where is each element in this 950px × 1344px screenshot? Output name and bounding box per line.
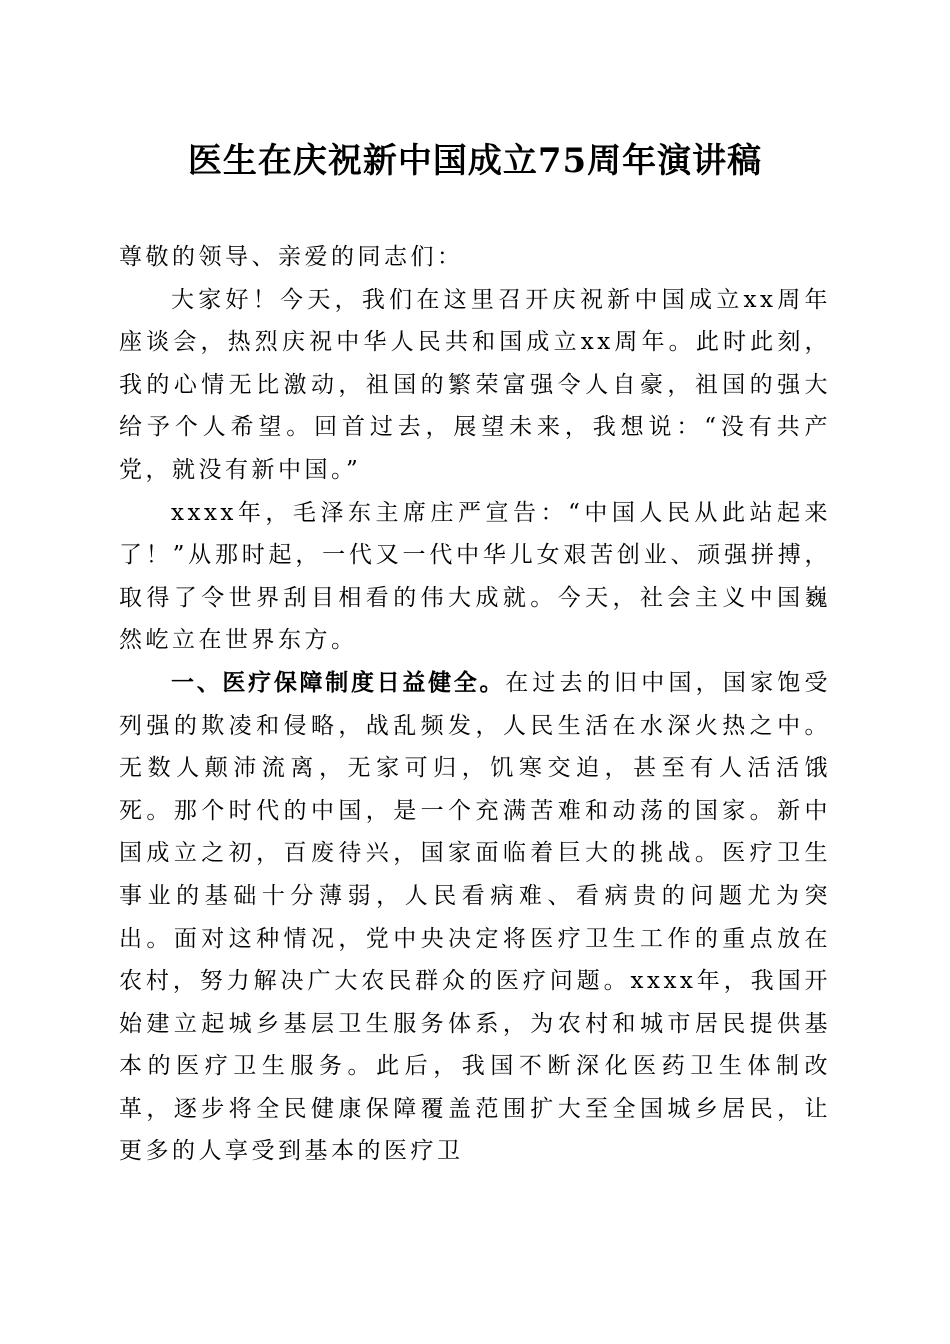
paragraph-history: xxxx年，毛泽东主席庄严宣告：“中国人民从此站起来了！”从那时起，一代又一代中华儿女艰苦创业、顽强拼搏，取得了令世界刮目相看的伟大成就。今天，社会主义中国巍然屹立在世界东方。 [119,499,831,654]
document-title: 医生在庆祝新中国成立75周年演讲稿 [187,141,763,181]
paragraph-medical-security-text: 在过去的旧中国，国家饱受列强的欺凌和侵略，战乱频发，人民生活在水深火热之中。无数人颠沛流离，无家可归，饥寒交迫，甚至有人活活饿死。那个时代的中国，是一个充满苦难和动荡的国家。新中国成立之初，百废待兴，国家面临着巨大的挑战。医疗卫生事业的基础十分薄弱，人民看病难、看病贵的问题尤为突出。面对这种情况，党中央决定将医疗卫生工作的重点放在农村，努力解决广大农民群众的医疗问题。xxxx年，我国开始建立起城乡基层卫生服务体系，为农村和城市居民提供基本的医疗卫生服务。此后，我国不断深化医药卫生体制改革，逐步将全民健康保障覆盖范围扩大至全国城乡居民，让更多的人享受到基本的医疗卫 [119,669,832,1165]
salutation: 尊敬的领导、亲爱的同志们： [119,244,464,270]
document-body [119,236,831,1173]
paragraph-greeting: 大家好！今天，我们在这里召开庆祝新中国成立xx周年座谈会，热烈庆祝中华人民共和国成立xx周年。此时此刻，我的心情无比激动，祖国的繁荣富强令人自豪，祖国的强大给予个人希望。回首过去，展望未来，我想说：“没有共产党，就没有新中国。” [119,286,831,483]
section-heading: 一、医疗保障制度日益健全。 [171,669,506,696]
paragraph-medical-security [119,662,831,1173]
